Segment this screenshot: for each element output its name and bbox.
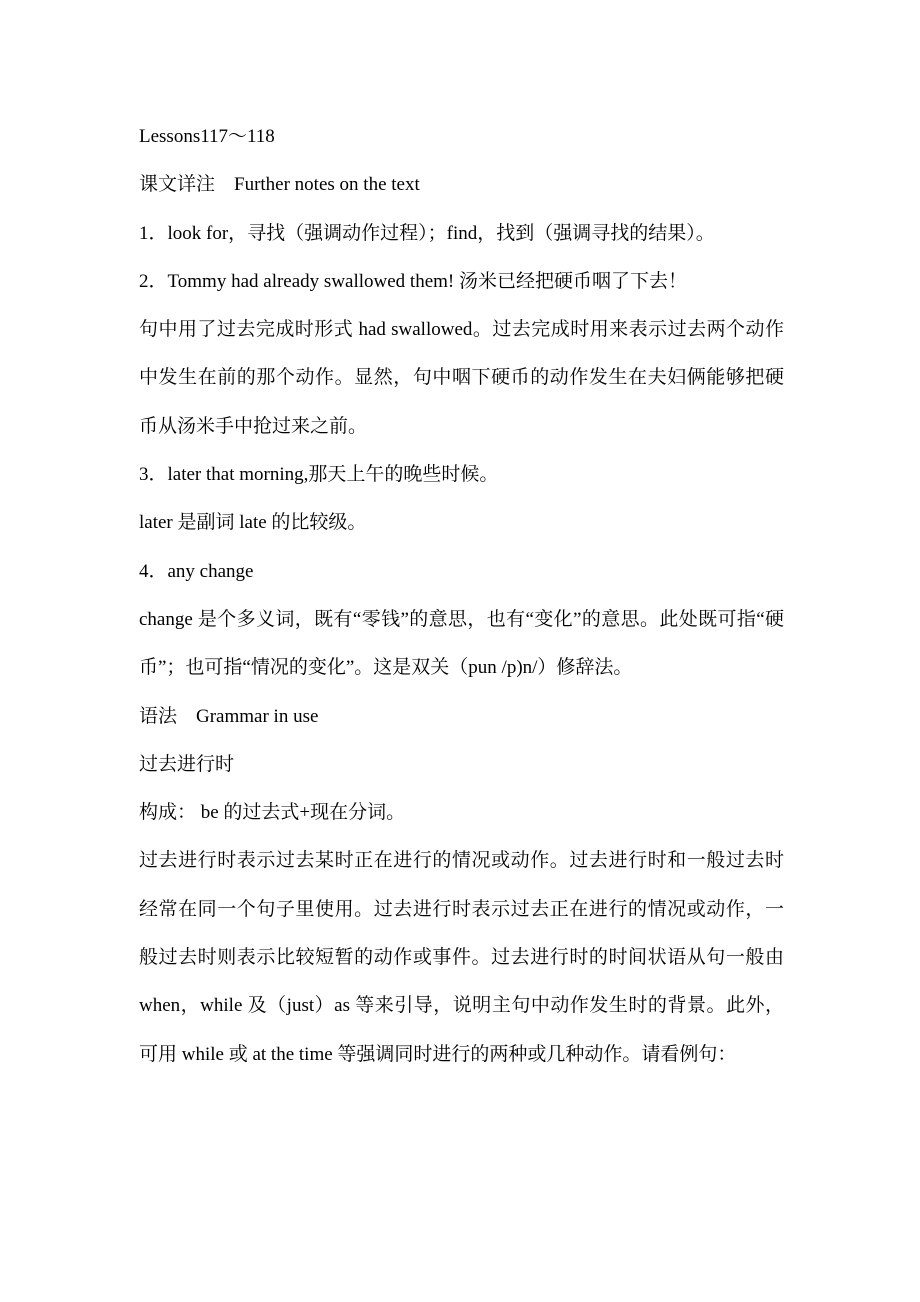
note-3-title: 3．later that morning,那天上午的晚些时候。 [139,464,499,486]
note-2-body: 句中用了过去完成时形式 had swallowed。过去完成时用来表示过去两个动作中发生在前的那个动作。显然，句中咽下硬币的动作发生在夫妇俩能够把硬币从汤米手中抢过来之前。 [139,319,784,437]
grammar-body: 过去进行时表示过去某时正在进行的情况或动作。过去进行时和一般过去时经常在同一个句子里使用。过去进行时表示过去正在进行的情况或动作，一般过去时则表示比较短暂的动作或事件。过去进行时的时间状语从句一般由 when，while 及（just）as 等来引导，说明主句中动作发生时的背景。此外，可用 while 或 at the time 等强调同时进行的两种或几种动作。请看例句： [139,850,784,1065]
note-3-body: later 是副词 late 的比较级。 [139,512,367,534]
note-4-title: 4．any change [139,560,254,582]
notes-heading: 课文详注 Further notes on the text [139,174,420,196]
document-page [139,113,784,1079]
grammar-structure: 构成： be 的过去式+现在分词。 [139,802,406,824]
note-4-body: change 是个多义词，既有“零钱”的意思，也有“变化”的意思。此处既可指“硬币”；也可指“情况的变化”。这是双关（pun /p)n/）修辞法。 [139,608,784,679]
grammar-heading: 语法 Grammar in use [139,705,319,727]
note-1: 1．look for，寻找（强调动作过程）；find，找到（强调寻找的结果）。 [139,222,715,244]
note-2-title: 2．Tommy had already swallowed them! 汤米已经把硬币咽了下去！ [139,270,688,292]
grammar-topic: 过去进行时 [139,753,235,775]
lesson-title: Lessons117～118 [139,126,275,147]
